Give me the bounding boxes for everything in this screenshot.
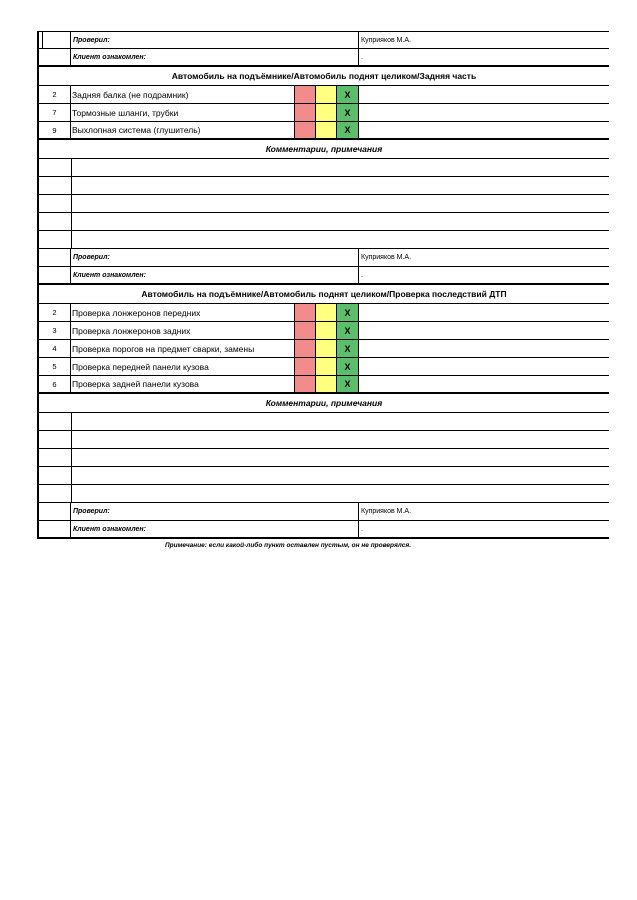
comments-title: Комментарии, примечания	[265, 144, 383, 154]
status-ok-cell[interactable]: X	[337, 322, 359, 339]
comment-field[interactable]	[71, 467, 609, 484]
status-bad-cell[interactable]	[295, 104, 316, 121]
item-name: Проверка передней панели кузова	[71, 358, 295, 375]
client-ack-value[interactable]: .	[361, 525, 363, 533]
checked-by-row	[39, 503, 609, 521]
section-header-accident	[39, 285, 609, 304]
comments-header	[39, 140, 609, 159]
checked-by-row	[39, 31, 609, 49]
status-warn-cell[interactable]	[316, 304, 337, 321]
status-warn-cell[interactable]	[316, 122, 337, 138]
item-number: 6	[39, 376, 71, 392]
status-bad-cell[interactable]	[295, 358, 316, 375]
comment-line[interactable]	[39, 485, 609, 503]
inspection-sheet	[37, 31, 609, 539]
spacer-cell	[39, 49, 71, 65]
item-name: Тормозные шланги, трубки	[71, 104, 295, 121]
comment-field[interactable]	[71, 213, 609, 230]
comment-field[interactable]	[71, 195, 609, 212]
checklist-row	[39, 340, 609, 358]
status-ok-cell[interactable]: X	[337, 104, 359, 121]
spacer-cell	[39, 503, 71, 520]
comment-line[interactable]	[39, 231, 609, 249]
comment-line[interactable]	[39, 213, 609, 231]
client-ack-value[interactable]: .	[361, 271, 363, 279]
status-warn-cell[interactable]	[316, 322, 337, 339]
checklist-row	[39, 86, 609, 104]
checklist-row	[39, 104, 609, 122]
status-bad-cell[interactable]	[295, 304, 316, 321]
status-bad-cell[interactable]	[295, 340, 316, 357]
item-note-cell[interactable]	[359, 376, 609, 392]
section-title: Автомобиль на подъёмнике/Автомобиль поднят целиком/Задняя часть	[171, 71, 477, 81]
client-ack-label: Клиент ознакомлен:	[71, 49, 359, 65]
comments-title: Комментарии, примечания	[265, 398, 383, 408]
status-bad-cell[interactable]	[295, 122, 316, 138]
item-note-cell[interactable]	[359, 122, 609, 138]
status-warn-cell[interactable]	[316, 358, 337, 375]
item-note-cell[interactable]	[359, 304, 609, 321]
item-number: 5	[39, 358, 71, 375]
comment-line[interactable]	[39, 177, 609, 195]
item-number: 4	[39, 340, 71, 357]
item-note-cell[interactable]	[359, 340, 609, 357]
checked-by-value[interactable]: Куприяков М.А.	[361, 36, 412, 44]
client-ack-row	[39, 521, 609, 539]
comment-field[interactable]	[71, 159, 609, 176]
status-warn-cell[interactable]	[316, 86, 337, 103]
comment-line[interactable]	[39, 159, 609, 177]
section-header-rear	[39, 67, 609, 86]
checked-by-value[interactable]: Куприяков М.А.	[361, 508, 412, 515]
item-number: 2	[39, 86, 71, 103]
item-name: Проверка порогов на предмет сварки, замены	[71, 340, 295, 357]
checklist-row	[39, 304, 609, 322]
comment-line[interactable]	[39, 195, 609, 213]
client-ack-label: Клиент ознакомлен:	[71, 267, 359, 283]
checklist-row	[39, 122, 609, 140]
checked-by-label: Проверил:	[71, 249, 359, 266]
item-note-cell[interactable]	[359, 104, 609, 121]
footnote: Примечание: если какой-либо пункт оставлен пустым, он не проверялся.	[165, 542, 411, 549]
comment-line[interactable]	[39, 413, 609, 431]
comments-header	[39, 394, 609, 413]
client-ack-value[interactable]: .	[361, 53, 363, 61]
checked-by-value[interactable]: Куприяков М.А.	[361, 254, 412, 261]
comment-field[interactable]	[71, 177, 609, 194]
status-warn-cell[interactable]	[316, 376, 337, 392]
comment-line[interactable]	[39, 431, 609, 449]
checklist-row	[39, 358, 609, 376]
status-ok-cell[interactable]: X	[337, 358, 359, 375]
item-note-cell[interactable]	[359, 86, 609, 103]
item-note-cell[interactable]	[359, 358, 609, 375]
comment-field[interactable]	[71, 485, 609, 502]
comment-line[interactable]	[39, 467, 609, 485]
comment-line[interactable]	[39, 449, 609, 467]
client-ack-row	[39, 49, 609, 67]
status-ok-cell[interactable]: X	[337, 304, 359, 321]
status-bad-cell[interactable]	[295, 322, 316, 339]
spacer-cell	[39, 521, 71, 537]
checked-by-label: Проверил:	[71, 32, 359, 48]
spacer-cell	[39, 249, 71, 266]
status-ok-cell[interactable]: X	[337, 122, 359, 138]
spacer-cell	[39, 267, 71, 283]
item-note-cell[interactable]	[359, 322, 609, 339]
comment-field[interactable]	[71, 431, 609, 448]
item-name: Проверка лонжеронов задних	[71, 322, 295, 339]
status-bad-cell[interactable]	[295, 376, 316, 392]
client-ack-row	[39, 267, 609, 285]
item-number: 2	[39, 304, 71, 321]
client-ack-label: Клиент ознакомлен:	[71, 521, 359, 537]
item-number: 9	[39, 122, 71, 138]
status-ok-cell[interactable]: X	[337, 376, 359, 392]
status-warn-cell[interactable]	[316, 340, 337, 357]
status-warn-cell[interactable]	[316, 104, 337, 121]
status-ok-cell[interactable]: X	[337, 340, 359, 357]
checked-by-label: Проверил:	[71, 503, 359, 520]
checked-by-row	[39, 249, 609, 267]
status-bad-cell[interactable]	[295, 86, 316, 103]
item-number: 7	[39, 104, 71, 121]
checklist-row	[39, 376, 609, 394]
checklist-row	[39, 322, 609, 340]
spacer-cell	[39, 32, 71, 48]
item-number: 3	[39, 322, 71, 339]
comment-field[interactable]	[71, 231, 609, 248]
comment-field[interactable]	[71, 413, 609, 430]
item-name: Проверка задней панели кузова	[71, 376, 295, 392]
item-name: Проверка лонжеронов передних	[71, 304, 295, 321]
item-name: Задняя балка (не подрамник)	[71, 86, 295, 103]
comment-field[interactable]	[71, 449, 609, 466]
section-title: Автомобиль на подъёмнике/Автомобиль поднят целиком/Проверка последствий ДТП	[141, 289, 507, 299]
status-ok-cell[interactable]: X	[337, 86, 359, 103]
item-name: Выхлопная система (глушитель)	[71, 122, 295, 138]
